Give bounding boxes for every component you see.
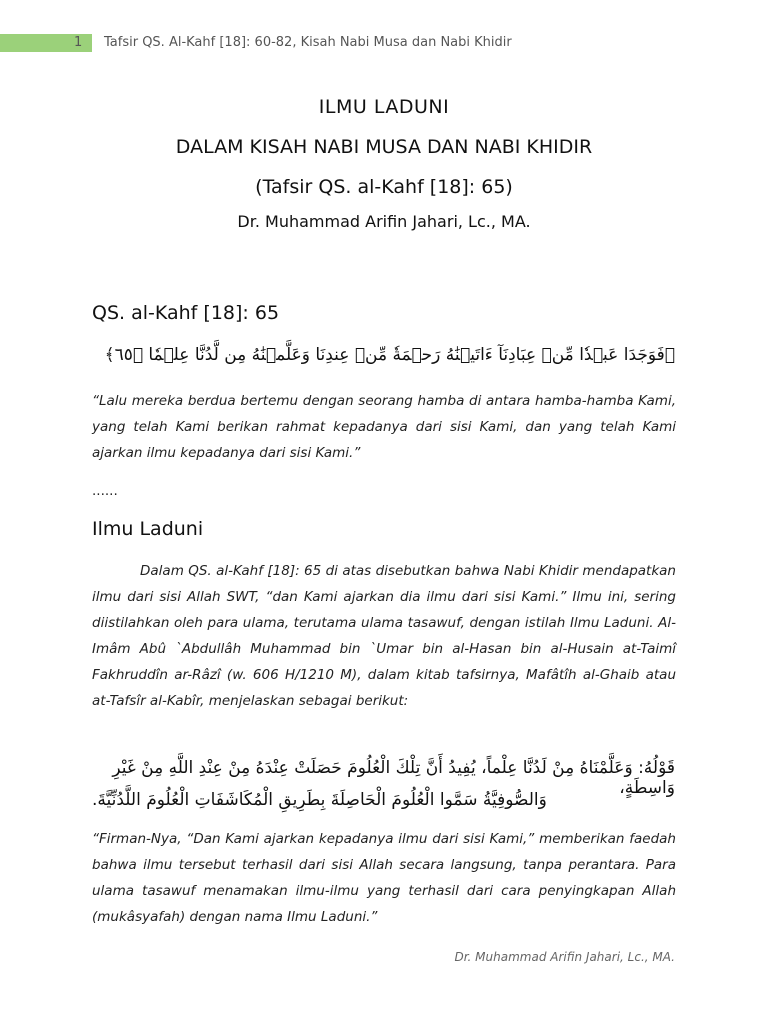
ayah-translation: “Lalu mereka berdua bertemu dengan seorang hamba di antara hamba-hamba Kami, yang telah Kami berikan rahmat kepadanya dari sisi Kami, dan yang telah Kami ajarkan ilmu kepadanya dari sisi Kami.” [92,393,676,461]
footer-author: Dr. Muhammad Arifin Jahari, Lc., MA. [454,950,675,964]
tafsir-arabic-line-1: قَوْلُهُ: وَعَلَّمْنَاهُ مِنْ لَدُنَّا عِلْماً، يُفِيدُ أَنَّ تِلْكَ الْعُلُومَ حَصَلَتْ عِنْدَهُ مِنْ عِنْدِ اللَّهِ مِنْ غَيْرِ وَاسِطَةٍ، [112,758,675,798]
section-heading-ilmu-laduni: Ilmu Laduni [92,518,204,540]
section-heading-ayah: QS. al-Kahf [18]: 65 [92,302,280,324]
author-line: Dr. Muhammad Arifin Jahari, Lc., MA. [237,212,531,231]
ayah-arabic: ﴿فَوَجَدَا عَبۡدٗا مِّنۡ عِبَادِنَآ ءَاتَيۡنَٰهُ رَحۡمَةٗ مِّنۡ عِندِنَا وَعَلَّمۡنَٰهُ مِن لَّدُنَّا عِلۡمٗا ﴿٦٥﴾ [104,345,675,365]
title-line-1: ILMU LADUNI [318,96,450,118]
title-line-3: (Tafsir QS. al-Kahf [18]: 65) [255,176,513,198]
tafsir-translation: “Firman-Nya, “Dan Kami ajarkan kepadanya ilmu dari sisi Kami,” memberikan faedah bahwa ilmu tersebut terhasil dari sisi Allah secara langsung, tanpa perantara. Para ulama tasawuf menamakan ilmu-ilmu yang terhasil dari cara penyingkapan Allah (mukâsyafah) dengan nama Ilmu Laduni.” [92,831,676,925]
page-number: 1 [74,35,83,50]
ellipsis: ...... [92,483,118,499]
running-title: Tafsir QS. Al-Kahf [18]: 60-82, Kisah Nabi Musa dan Nabi Khidir [104,35,512,50]
body-paragraph: Dalam QS. al-Kahf [18]: 65 di atas disebutkan bahwa Nabi Khidir mendapatkan ilmu dari sisi Allah SWT, “dan Kami ajarkan dia ilmu dari sisi Kami.” Ilmu ini, sering diistilahkan oleh para ulama, terutama ulama tasawuf, dengan istilah Ilmu Laduni. Al-Imâm Abû `Abdullâh Muhammad bin `Umar bin al-Hasan bin al-Husain at-Taimî Fakhruddîn ar-Râzî (w. 606 H/1210 M), dalam kitab tafsirnya, Mafâtîh al-Ghaib atau at-Tafsîr al-Kabîr, menjelaskan sebagai berikut: [92,563,676,709]
tafsir-arabic-line-2: وَالصُّوفِيَّةُ سَمَّوا الْعُلُومَ الْحَاصِلَةَ بِطَرِيقِ الْمُكَاشَفَاتِ الْعُلُومَ اللَّدُنِّيَّةَ. [92,790,547,810]
title-line-2: DALAM KISAH NABI MUSA DAN NABI KHIDIR [175,136,593,158]
